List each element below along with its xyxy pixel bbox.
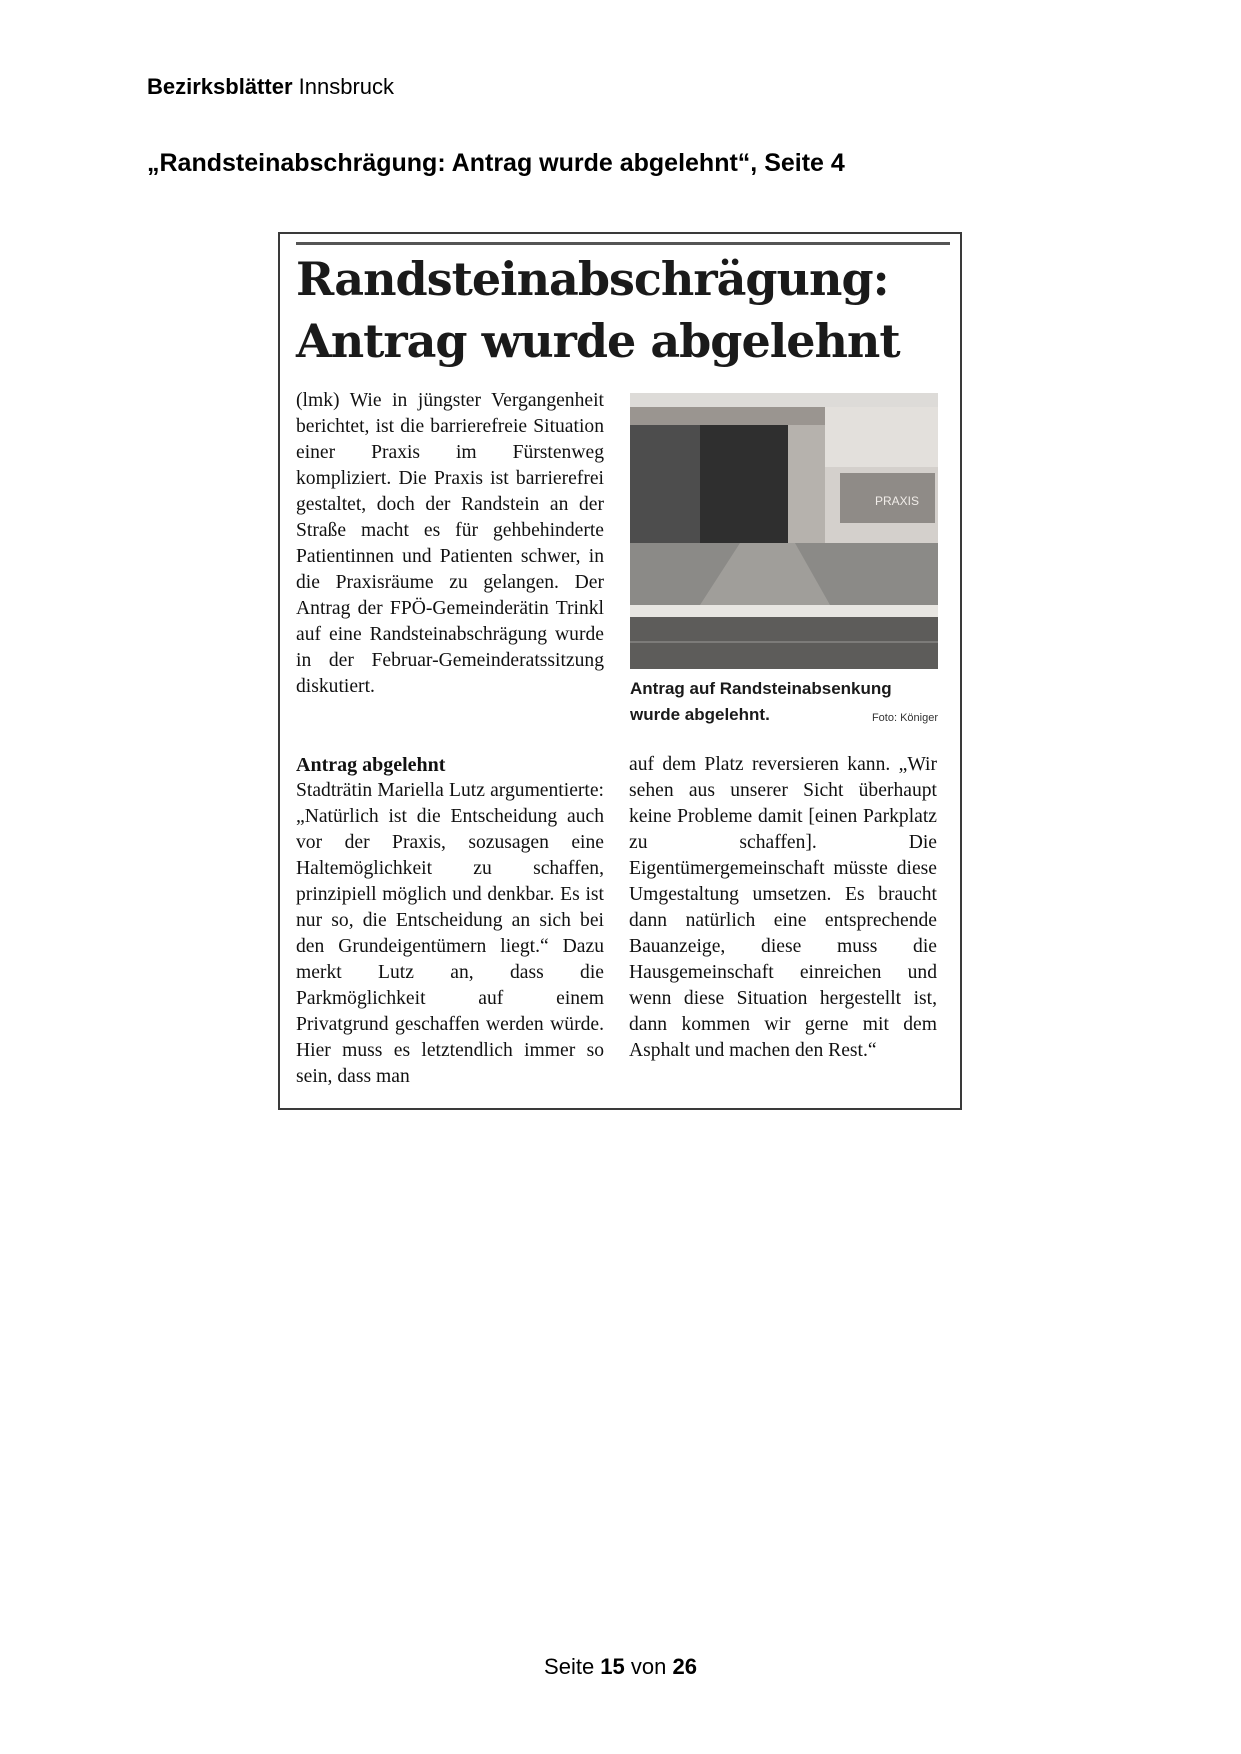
article-intro: (lmk) Wie in jüngster Vergangenheit berichtet, ist die barrierefreie Situation einer Praxis im Fürstenweg kompliziert. Die Praxis ist barrierefrei gestaltet, doch der Randstein an der Straße macht es für gehbehinderte Patientinnen und Patienten schwer, in die Praxisräume zu gelangen. Der Antrag der FPÖ-Gemeinderätin Trinkl auf eine Randsteinabschrägung wurde in der Februar-Gemeinderatssitzung diskutiert.	[296, 390, 604, 697]
article-photo	[630, 393, 938, 669]
photo-caption: Antrag auf Randsteinabsenkung wurde abgelehnt.	[630, 679, 892, 724]
top-rule	[296, 242, 950, 245]
photo-image	[630, 393, 938, 669]
document-title: „Randsteinabschrägung: Antrag wurde abgelehnt“, Seite 4	[147, 149, 845, 177]
newspaper-clipping	[278, 232, 962, 1110]
publication-header	[147, 74, 394, 100]
praxis-sign: PRAXIS	[875, 494, 920, 508]
article-body-column-1	[296, 752, 604, 1090]
page-footer	[0, 1654, 1241, 1680]
headline-line-1: Randsteinabschrägung:	[296, 252, 889, 306]
photo-credit: Foto: Königer	[871, 712, 938, 724]
publication-name: Bezirksblätter	[147, 74, 293, 99]
publication-region: Innsbruck	[292, 74, 395, 99]
current-page-number: 15	[600, 1654, 625, 1679]
footer-middle: von	[624, 1654, 673, 1679]
article-headline	[296, 248, 950, 372]
footer-prefix: Seite	[544, 1654, 601, 1679]
article-subheading: Antrag abgelehnt	[296, 754, 446, 776]
total-page-count: 26	[672, 1654, 697, 1679]
article-body-text-1: Stadträtin Mariella Lutz argumentierte: „Natürlich ist die Entscheidung auch vor der Praxis, sozusagen eine Haltemöglichkeit zu schaffen, prinzipiell möglich und denkbar. Es ist nur so, die Entscheidung an sich bei den Grundeigentümern liegt.“ Dazu merkt Lutz an, dass die Parkmöglichkeit auf einem Privatgrund geschaffen werden würde. Hier muss es letztendlich immer so sein, dass man	[296, 780, 604, 1087]
article-body-column-2: auf dem Platz reversieren kann. „Wir sehen aus unserer Sicht überhaupt keine Probleme damit [einen Parkplatz zu schaffen]. Die Eigentümergemeinschaft müsste diese Umgestaltung umsetzen. Es braucht dann natürlich eine entsprechende Bauanzeige, diese muss die Hausgemeinschaft einreichen und wenn diese Situation hergestellt ist, dann kommen wir gerne mit dem Asphalt und machen den Rest.“	[629, 754, 937, 1061]
headline-line-2: Antrag wurde abgelehnt	[296, 314, 900, 368]
